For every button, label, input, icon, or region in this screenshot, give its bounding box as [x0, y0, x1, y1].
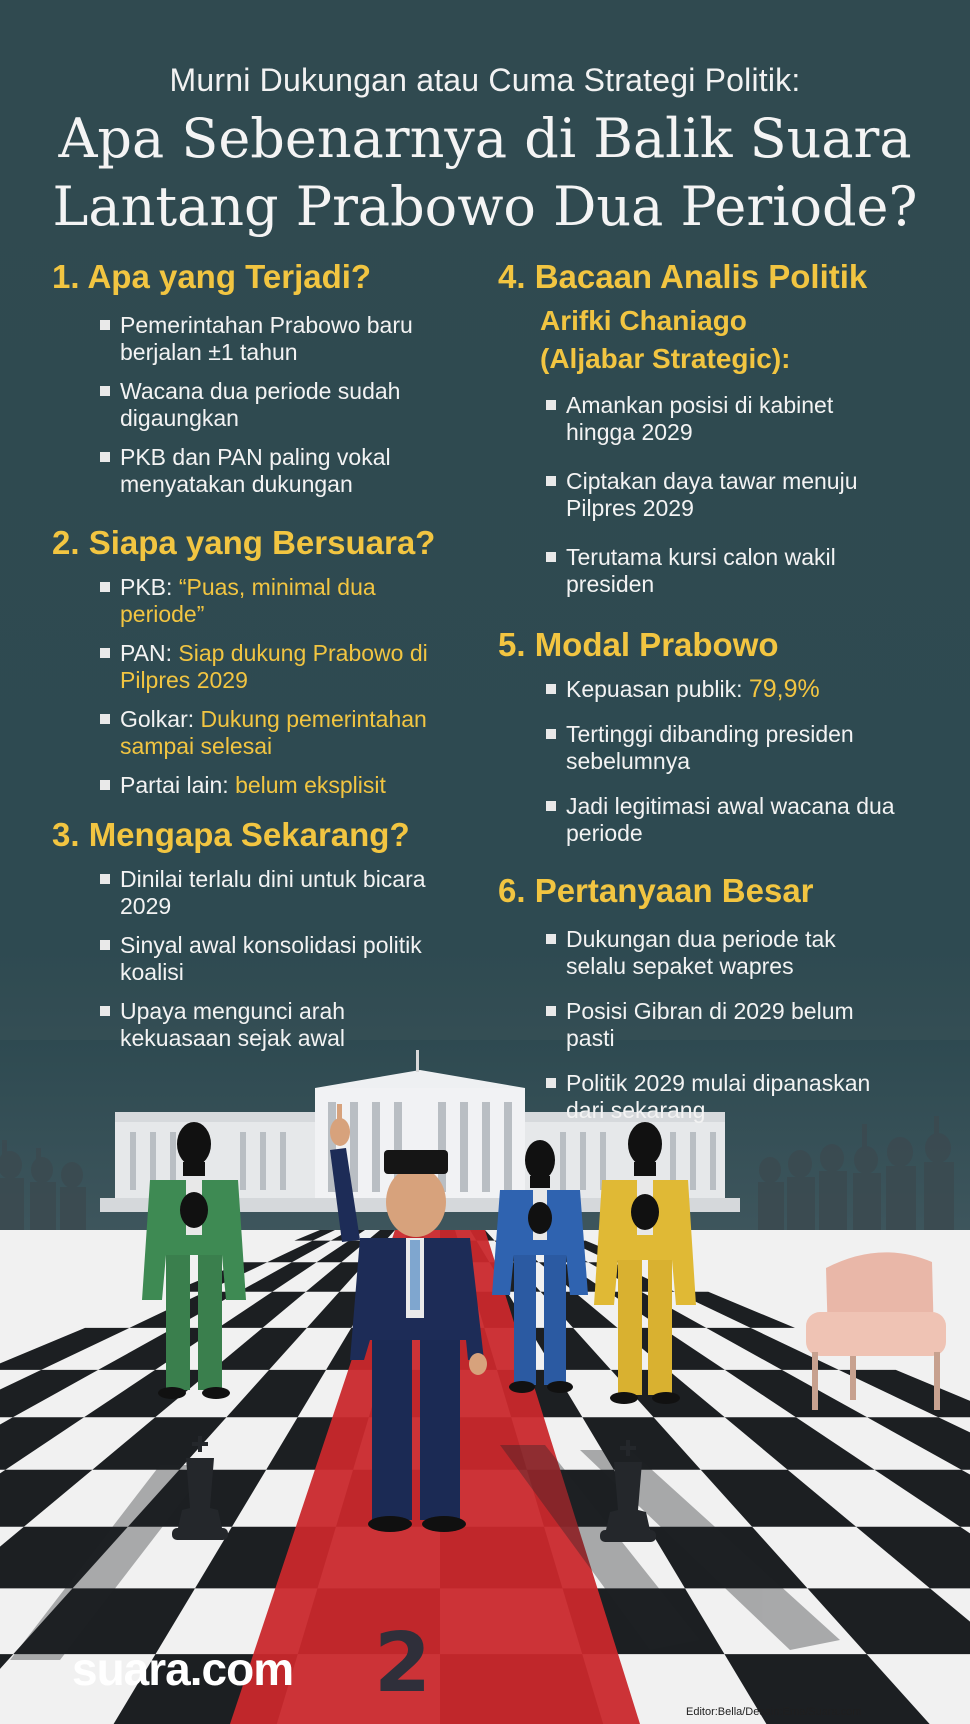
list-item: Terutama kursi calon wakil presiden [498, 544, 898, 598]
section-who-spoke [52, 524, 502, 811]
list-item: Sinyal awal konsolidasi politik koalisi [52, 932, 462, 986]
section-heading: 1. Apa yang Terjadi? [52, 258, 372, 295]
list-item: Politik 2029 mulai dipanaskan dari sekarang [498, 1070, 898, 1124]
list-item: Amankan posisi di kabinet hingga 2029 [498, 392, 898, 446]
section-heading: 6. Pertanyaan Besar [498, 872, 814, 909]
section-why-now [52, 816, 472, 1064]
list-item: Dinilai terlalu dini untuk bicara 2029 [52, 866, 462, 920]
list-item: PKB: “Puas, minimal dua periode” [52, 574, 432, 628]
list-item: Ciptakan daya tawar menuju Pilpres 2029 [498, 468, 898, 522]
section-heading: 5. Modal Prabowo [498, 626, 779, 663]
bullet-list [52, 866, 472, 1052]
bullet-list [498, 392, 958, 598]
highlight-text: Siap dukung Prabowo di Pilpres 2029 [120, 640, 428, 693]
analyst-name: Arifki Chaniago (Aljabar Strategic): [540, 305, 791, 374]
highlight-text: belum eksplisit [235, 772, 386, 798]
bullet-list [498, 676, 958, 847]
section-what-happened [52, 258, 472, 510]
highlight-text: “Puas, minimal dua periode” [120, 574, 376, 627]
highlight-text: Dukung pemerintahan sampai selesai [120, 706, 427, 759]
subtitle: Murni Dukungan atau Cuma Strategi Politik: [169, 62, 801, 98]
section-prabowo-capital [498, 626, 958, 859]
header [0, 62, 970, 241]
page-title [0, 105, 970, 241]
section-big-question [498, 872, 958, 1136]
title-line-1: Apa Sebenarnya di Balik Suara [58, 107, 912, 170]
section-heading: 2. Siapa yang Bersuara? [52, 524, 436, 561]
suara-logo: suara.com [72, 1643, 294, 1695]
bullet-list [498, 926, 958, 1124]
list-item: Jadi legitimasi awal wacana dua periode [498, 793, 898, 847]
list-item: Wacana dua periode sudah digaungkan [52, 378, 462, 432]
list-item: Golkar: Dukung pemerintahan sampai selesai [52, 706, 472, 760]
list-item: Posisi Gibran di 2029 belum pasti [498, 998, 898, 1052]
section-heading: 3. Mengapa Sekarang? [52, 816, 410, 853]
list-item: Pemerintahan Prabowo baru berjalan ±1 tahun [52, 312, 462, 366]
credits: Editor:Bella/Desain:Ema/Suara.com [686, 1706, 862, 1718]
bullet-list [52, 312, 472, 498]
list-item: PKB dan PAN paling vokal menyatakan dukungan [52, 444, 462, 498]
list-item: PAN: Siap dukung Prabowo di Pilpres 2029 [52, 640, 452, 694]
list-item: Kepuasan publik: 79,9% [498, 676, 898, 703]
bullet-list [52, 574, 502, 799]
section-political-analysis [498, 258, 958, 610]
approval-rating-value: 79,9% [748, 675, 820, 703]
list-item: Tertinggi dibanding presiden sebelumnya [498, 721, 898, 775]
list-item: Partai lain: belum eksplisit [52, 772, 472, 799]
section-heading: 4. Bacaan Analis Politik [498, 258, 868, 295]
list-item: Dukungan dua periode tak selalu sepaket wapres [498, 926, 898, 980]
list-item: Upaya mengunci arah kekuasaan sejak awal [52, 998, 462, 1052]
issue-number: 2 [374, 1616, 432, 1711]
title-line-2: Lantang Prabowo Dua Periode? [52, 175, 918, 238]
chessboard-scene-illustration [0, 1040, 970, 1724]
